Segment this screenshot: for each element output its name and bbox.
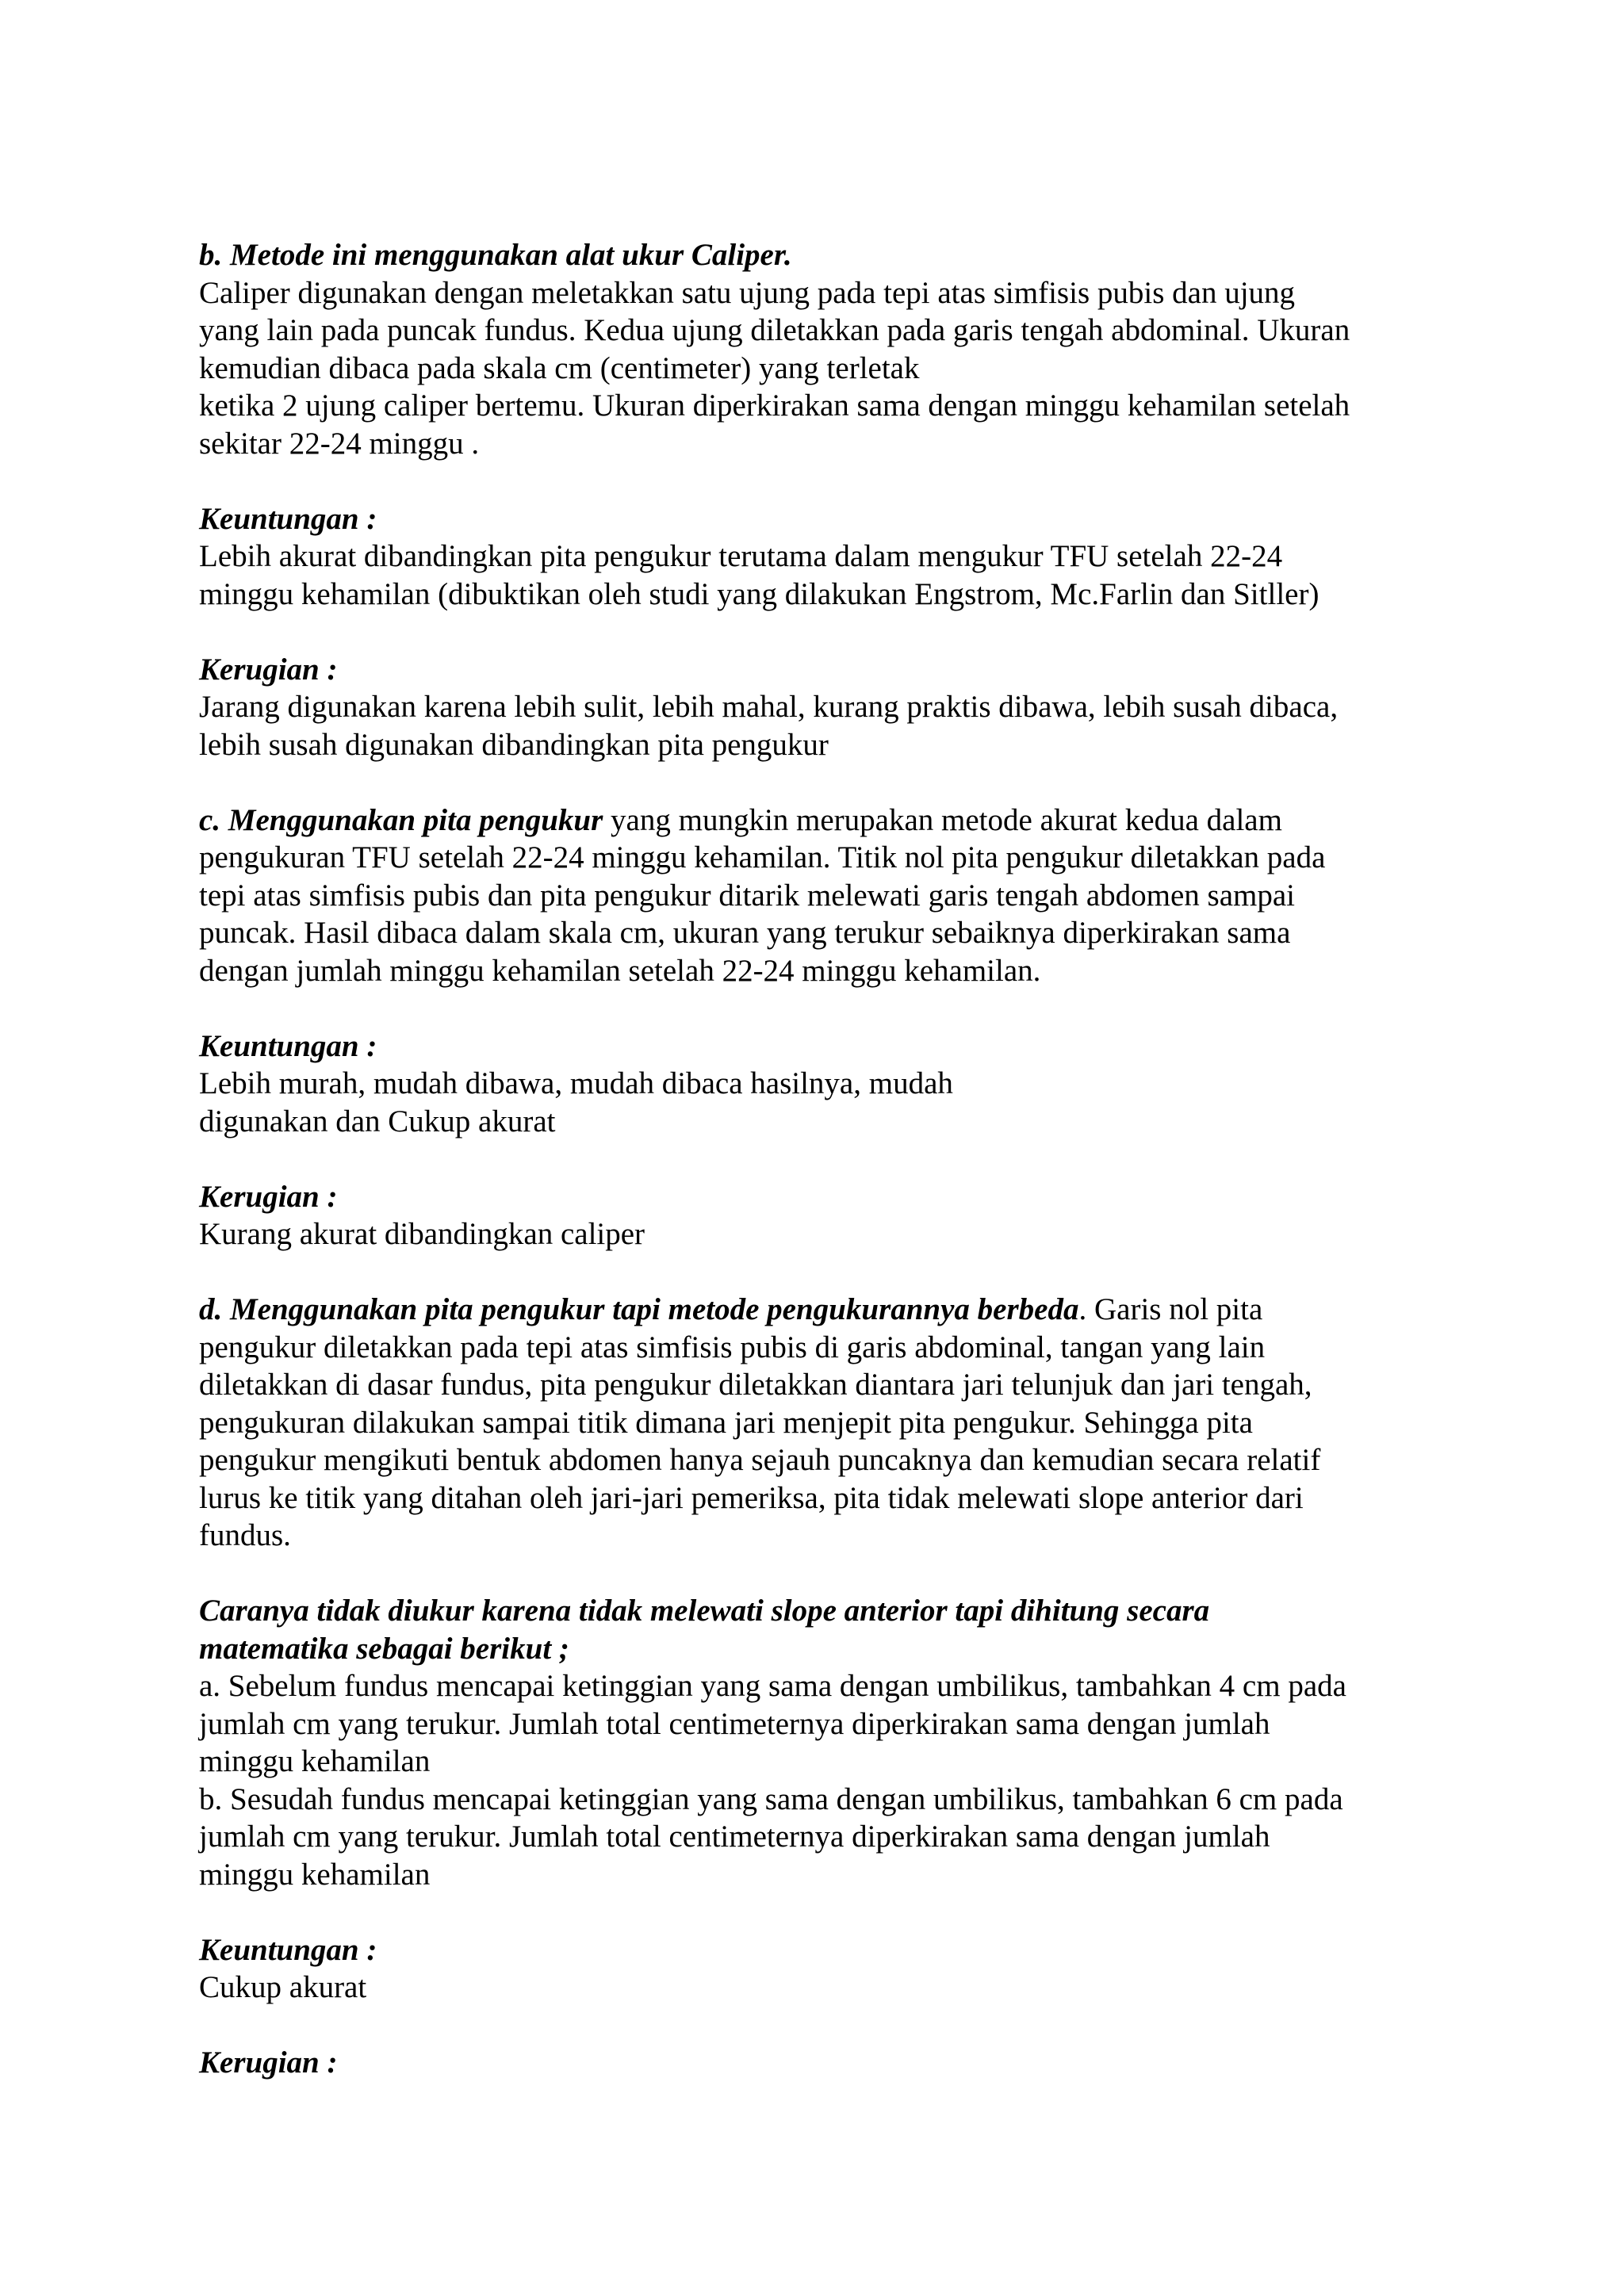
section-d-keuntungan-line-1: Cukup akurat — [199, 1970, 367, 2004]
section-d-caranya-line-1: Caranya tidak diukur karena tidak melewati slope anterior tapi dihitung secara — [199, 1594, 1210, 1628]
spacer — [199, 2007, 1436, 2045]
section-d-caranya-line-2: matematika sebagai berikut ; — [199, 1631, 569, 1666]
section-d-first-line — [199, 1291, 1436, 1329]
spacer — [199, 1555, 1436, 1593]
spacer — [199, 989, 1436, 1027]
section-d-keuntungan-label: Keuntungan : — [199, 1932, 377, 1967]
section-c-keuntungan-line-2: digunakan dan Cukup akurat — [199, 1104, 556, 1138]
section-d-step-line-4: b. Sesudah fundus mencapai ketinggian yang sama dengan umbilikus, tambahkan 6 cm pada — [199, 1781, 1343, 1816]
section-c-line-4: dengan jumlah minggu kehamilan setelah 22-24 minggu kehamilan. — [199, 953, 1041, 988]
section-c-line-1: pengukuran TFU setelah 22-24 minggu kehamilan. Titik nol pita pengukur diletakkan pada — [199, 840, 1326, 874]
section-c-first-line — [199, 802, 1436, 840]
section-d-kerugian-label: Kerugian : — [199, 2045, 338, 2080]
spacer — [199, 462, 1436, 500]
section-d-line-3: pengukuran dilakukan sampai titik dimana jari menjepit pita pengukur. Sehingga pita — [199, 1405, 1253, 1440]
section-b-kerugian-label: Kerugian : — [199, 652, 338, 687]
section-b-kerugian-line-2: lebih susah digunakan dibandingkan pita pengukur — [199, 727, 829, 762]
section-b-line-3: kemudian dibaca pada skala cm (centimeter) yang terletak — [199, 350, 920, 385]
section-b-line-5: sekitar 22-24 minggu . — [199, 426, 480, 461]
section-c-heading: c. Menggunakan pita pengukur — [199, 802, 603, 837]
spacer — [199, 1253, 1436, 1292]
section-c-kerugian-line-1: Kurang akurat dibandingkan caliper — [199, 1217, 645, 1251]
section-d-line-2: diletakkan di dasar fundus, pita pengukur diletakkan diantara jari telunjuk dan jari tengah, — [199, 1368, 1312, 1402]
section-b-keuntungan-label: Keuntungan : — [199, 501, 377, 536]
section-b-line-4: ketika 2 ujung caliper bertemu. Ukuran diperkirakan sama dengan minggu kehamilan setelah — [199, 388, 1350, 423]
document-body — [199, 236, 1436, 2082]
section-b-keuntungan-line-2: minggu kehamilan (dibuktikan oleh studi yang dilakukan Engstrom, Mc.Farlin dan Sitller) — [199, 576, 1320, 611]
section-d-line-6: fundus. — [199, 1518, 291, 1552]
section-b-line-1: Caliper digunakan dengan meletakkan satu ujung pada tepi atas simfisis pubis dan ujung — [199, 275, 1296, 310]
section-b-line-2: yang lain pada puncak fundus. Kedua ujung diletakkan pada garis tengah abdominal. Ukuran — [199, 313, 1350, 347]
spacer — [199, 613, 1436, 651]
section-b-heading: b. Metode ini menggunakan alat ukur Caliper. — [199, 238, 792, 272]
section-d-line-4: pengukur mengikuti bentuk abdomen hanya sejauh puncaknya dan kemudian secara relatif — [199, 1443, 1321, 1477]
section-c-first-line-rest: yang mungkin merupakan metode akurat kedua dalam — [603, 802, 1282, 837]
section-c-keuntungan-label: Keuntungan : — [199, 1028, 377, 1063]
section-d-step-line-3: minggu kehamilan — [199, 1744, 431, 1778]
section-d-line-5: lurus ke titik yang ditahan oleh jari-jari pemeriksa, pita tidak melewati slope anterior dari — [199, 1480, 1304, 1515]
spacer — [199, 763, 1436, 802]
section-d-step-line-1: a. Sebelum fundus mencapai ketinggian yang sama dengan umbilikus, tambahkan 4 cm pada — [199, 1669, 1346, 1703]
spacer — [199, 1893, 1436, 1931]
section-c-line-2: tepi atas simfisis pubis dan pita pengukur ditarik melewati garis tengah abdomen sampai — [199, 878, 1296, 913]
section-d-heading: d. Menggunakan pita pengukur tapi metode pengukurannya berbeda — [199, 1292, 1079, 1326]
section-d-step-line-2: jumlah cm yang terukur. Jumlah total centimeternya diperkirakan sama dengan jumlah — [199, 1706, 1270, 1741]
section-b-keuntungan-line-1: Lebih akurat dibandingkan pita pengukur terutama dalam mengukur TFU setelah 22-24 — [199, 539, 1283, 573]
section-d-line-1: pengukur diletakkan pada tepi atas simfisis pubis di garis abdominal, tangan yang lain — [199, 1330, 1266, 1364]
spacer — [199, 1140, 1436, 1178]
section-d-first-line-rest: . Garis nol pita — [1078, 1292, 1263, 1326]
section-c-line-3: puncak. Hasil dibaca dalam skala cm, ukuran yang terukur sebaiknya diperkirakan sama — [199, 916, 1291, 950]
section-d-step-line-5: jumlah cm yang terukur. Jumlah total centimeternya diperkirakan sama dengan jumlah — [199, 1820, 1270, 1854]
section-c-kerugian-label: Kerugian : — [199, 1179, 338, 1214]
section-c-keuntungan-line-1: Lebih murah, mudah dibawa, mudah dibaca hasilnya, mudah — [199, 1066, 953, 1100]
section-d-step-line-6: minggu kehamilan — [199, 1857, 431, 1892]
section-b-kerugian-line-1: Jarang digunakan karena lebih sulit, lebih mahal, kurang praktis dibawa, lebih susah dibaca, — [199, 690, 1339, 724]
